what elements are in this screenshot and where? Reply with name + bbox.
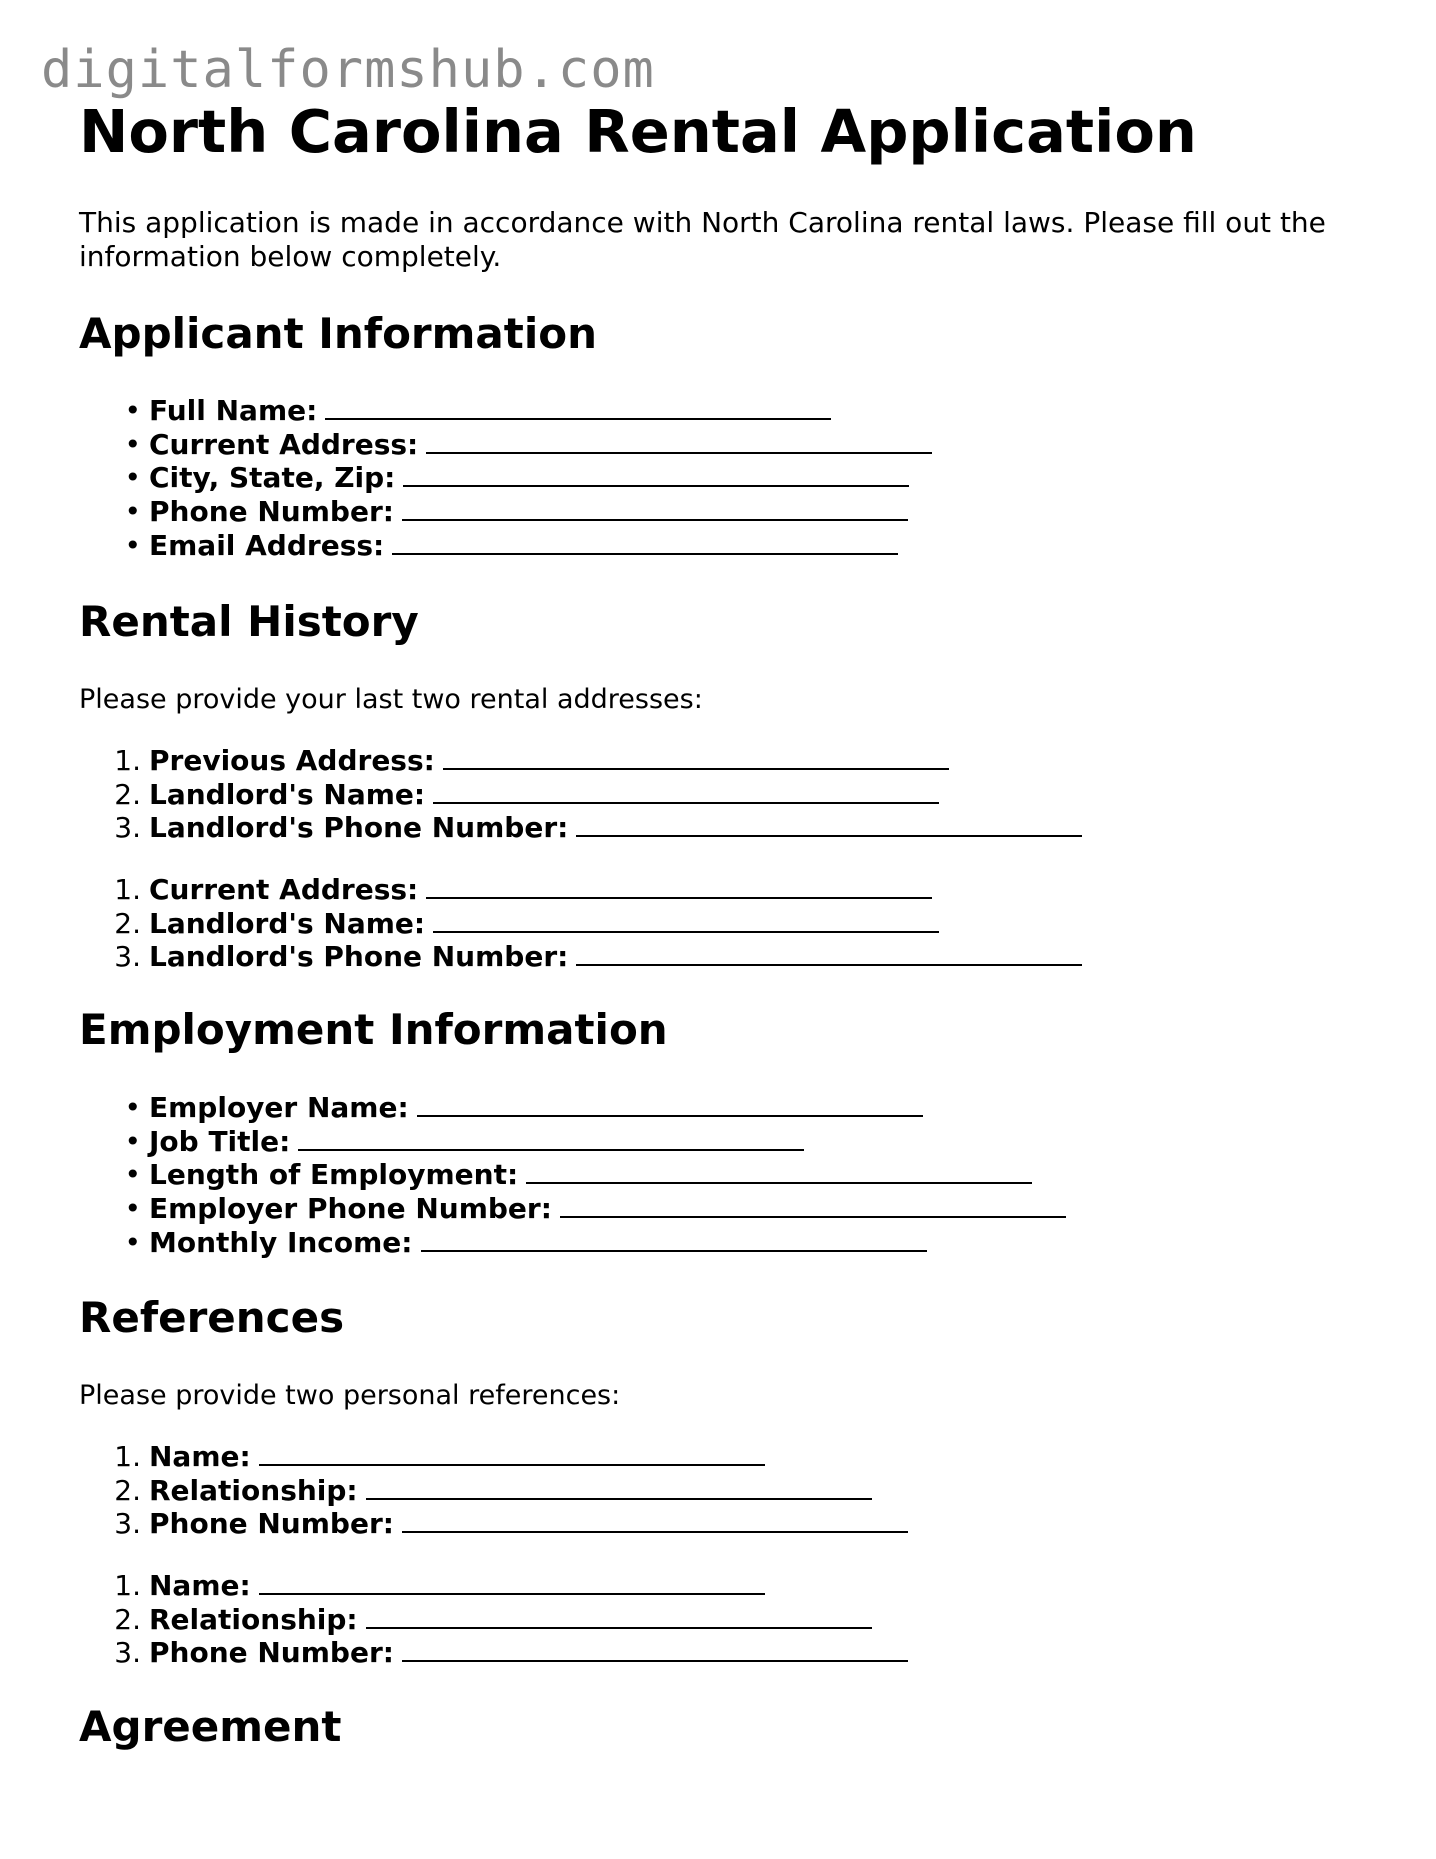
length-of-employment-blank[interactable] <box>526 1160 1032 1184</box>
field-reference-relationship: 2. Relationship: <box>79 1603 908 1637</box>
field-landlord-phone: 3. Landlord's Phone Number: <box>79 940 1082 974</box>
bullet-icon: • <box>124 461 141 495</box>
field-employer-name: • Employer Name: <box>79 1091 1066 1125</box>
job-title-blank[interactable] <box>298 1127 804 1151</box>
field-landlord-phone: 3. Landlord's Phone Number: <box>79 811 1082 845</box>
agreement-heading: Agreement <box>79 1702 342 1751</box>
field-reference-name: 1. Name: <box>79 1569 908 1603</box>
field-monthly-income: • Monthly Income: <box>79 1226 1066 1260</box>
reference-phone-blank[interactable] <box>402 1638 908 1662</box>
rental-history-group-1 <box>79 744 1082 845</box>
field-current-address: 1. Current Address: <box>79 873 1082 907</box>
references-group-2 <box>79 1569 908 1670</box>
bullet-icon: • <box>124 394 141 427</box>
employment-heading: Employment Information <box>79 1005 668 1054</box>
bullet-icon: • <box>124 528 141 562</box>
field-reference-phone: 3. Phone Number: <box>79 1636 908 1670</box>
rental-history-heading: Rental History <box>79 597 419 646</box>
applicant-fields <box>79 394 932 562</box>
field-city-state-zip: • City, State, Zip: <box>79 461 932 495</box>
field-current-address: • Current Address: <box>79 428 932 462</box>
phone-number-blank[interactable] <box>402 497 908 521</box>
field-employer-phone: • Employer Phone Number: <box>79 1192 1066 1226</box>
previous-address-blank[interactable] <box>443 746 949 770</box>
bullet-icon: • <box>124 1124 141 1158</box>
rental-history-group-2 <box>79 873 1082 974</box>
current-address-blank[interactable] <box>426 430 932 454</box>
field-full-name: • Full Name: <box>79 394 932 428</box>
reference-phone-blank[interactable] <box>402 1509 908 1533</box>
bullet-icon: • <box>124 427 141 461</box>
city-state-zip-blank[interactable] <box>403 463 909 487</box>
email-address-blank[interactable] <box>392 531 898 555</box>
watermark: digitalformshub.com <box>41 40 655 100</box>
bullet-icon: • <box>124 1091 141 1124</box>
landlord-phone-blank[interactable] <box>576 942 1082 966</box>
reference-name-blank[interactable] <box>259 1442 765 1466</box>
bullet-icon: • <box>124 1192 141 1226</box>
field-reference-name: 1. Name: <box>79 1440 908 1474</box>
field-reference-phone: 3. Phone Number: <box>79 1507 908 1541</box>
field-job-title: • Job Title: <box>79 1125 1066 1159</box>
intro-paragraph: This application is made in accordance with North Carolina rental laws. Please fill out the information below completely. <box>79 206 1326 273</box>
references-heading: References <box>79 1293 345 1342</box>
employer-name-blank[interactable] <box>417 1093 923 1117</box>
references-note: Please provide two personal references: <box>79 1380 621 1411</box>
field-reference-relationship: 2. Relationship: <box>79 1474 908 1508</box>
bullet-icon: • <box>124 1225 141 1259</box>
field-email-address: • Email Address: <box>79 529 932 563</box>
landlord-phone-blank[interactable] <box>576 813 1082 837</box>
field-landlord-name: 2. Landlord's Name: <box>79 907 1082 941</box>
landlord-name-blank[interactable] <box>433 909 939 933</box>
bullet-icon: • <box>124 1158 141 1192</box>
reference-relationship-blank[interactable] <box>366 1476 872 1500</box>
field-length-of-employment: • Length of Employment: <box>79 1158 1066 1192</box>
current-address-blank[interactable] <box>426 875 932 899</box>
employer-phone-blank[interactable] <box>560 1194 1066 1218</box>
page-title: North Carolina Rental Application <box>79 97 1197 166</box>
field-landlord-name: 2. Landlord's Name: <box>79 778 1082 812</box>
applicant-heading: Applicant Information <box>79 309 597 358</box>
full-name-blank[interactable] <box>325 396 831 420</box>
reference-name-blank[interactable] <box>259 1571 765 1595</box>
bullet-icon: • <box>124 495 141 529</box>
references-group-1 <box>79 1440 908 1541</box>
monthly-income-blank[interactable] <box>421 1228 927 1252</box>
landlord-name-blank[interactable] <box>433 780 939 804</box>
reference-relationship-blank[interactable] <box>366 1605 872 1629</box>
employment-fields <box>79 1091 1066 1259</box>
rental-history-note: Please provide your last two rental addresses: <box>79 684 703 715</box>
field-previous-address: 1. Previous Address: <box>79 744 1082 778</box>
field-phone-number: • Phone Number: <box>79 495 932 529</box>
